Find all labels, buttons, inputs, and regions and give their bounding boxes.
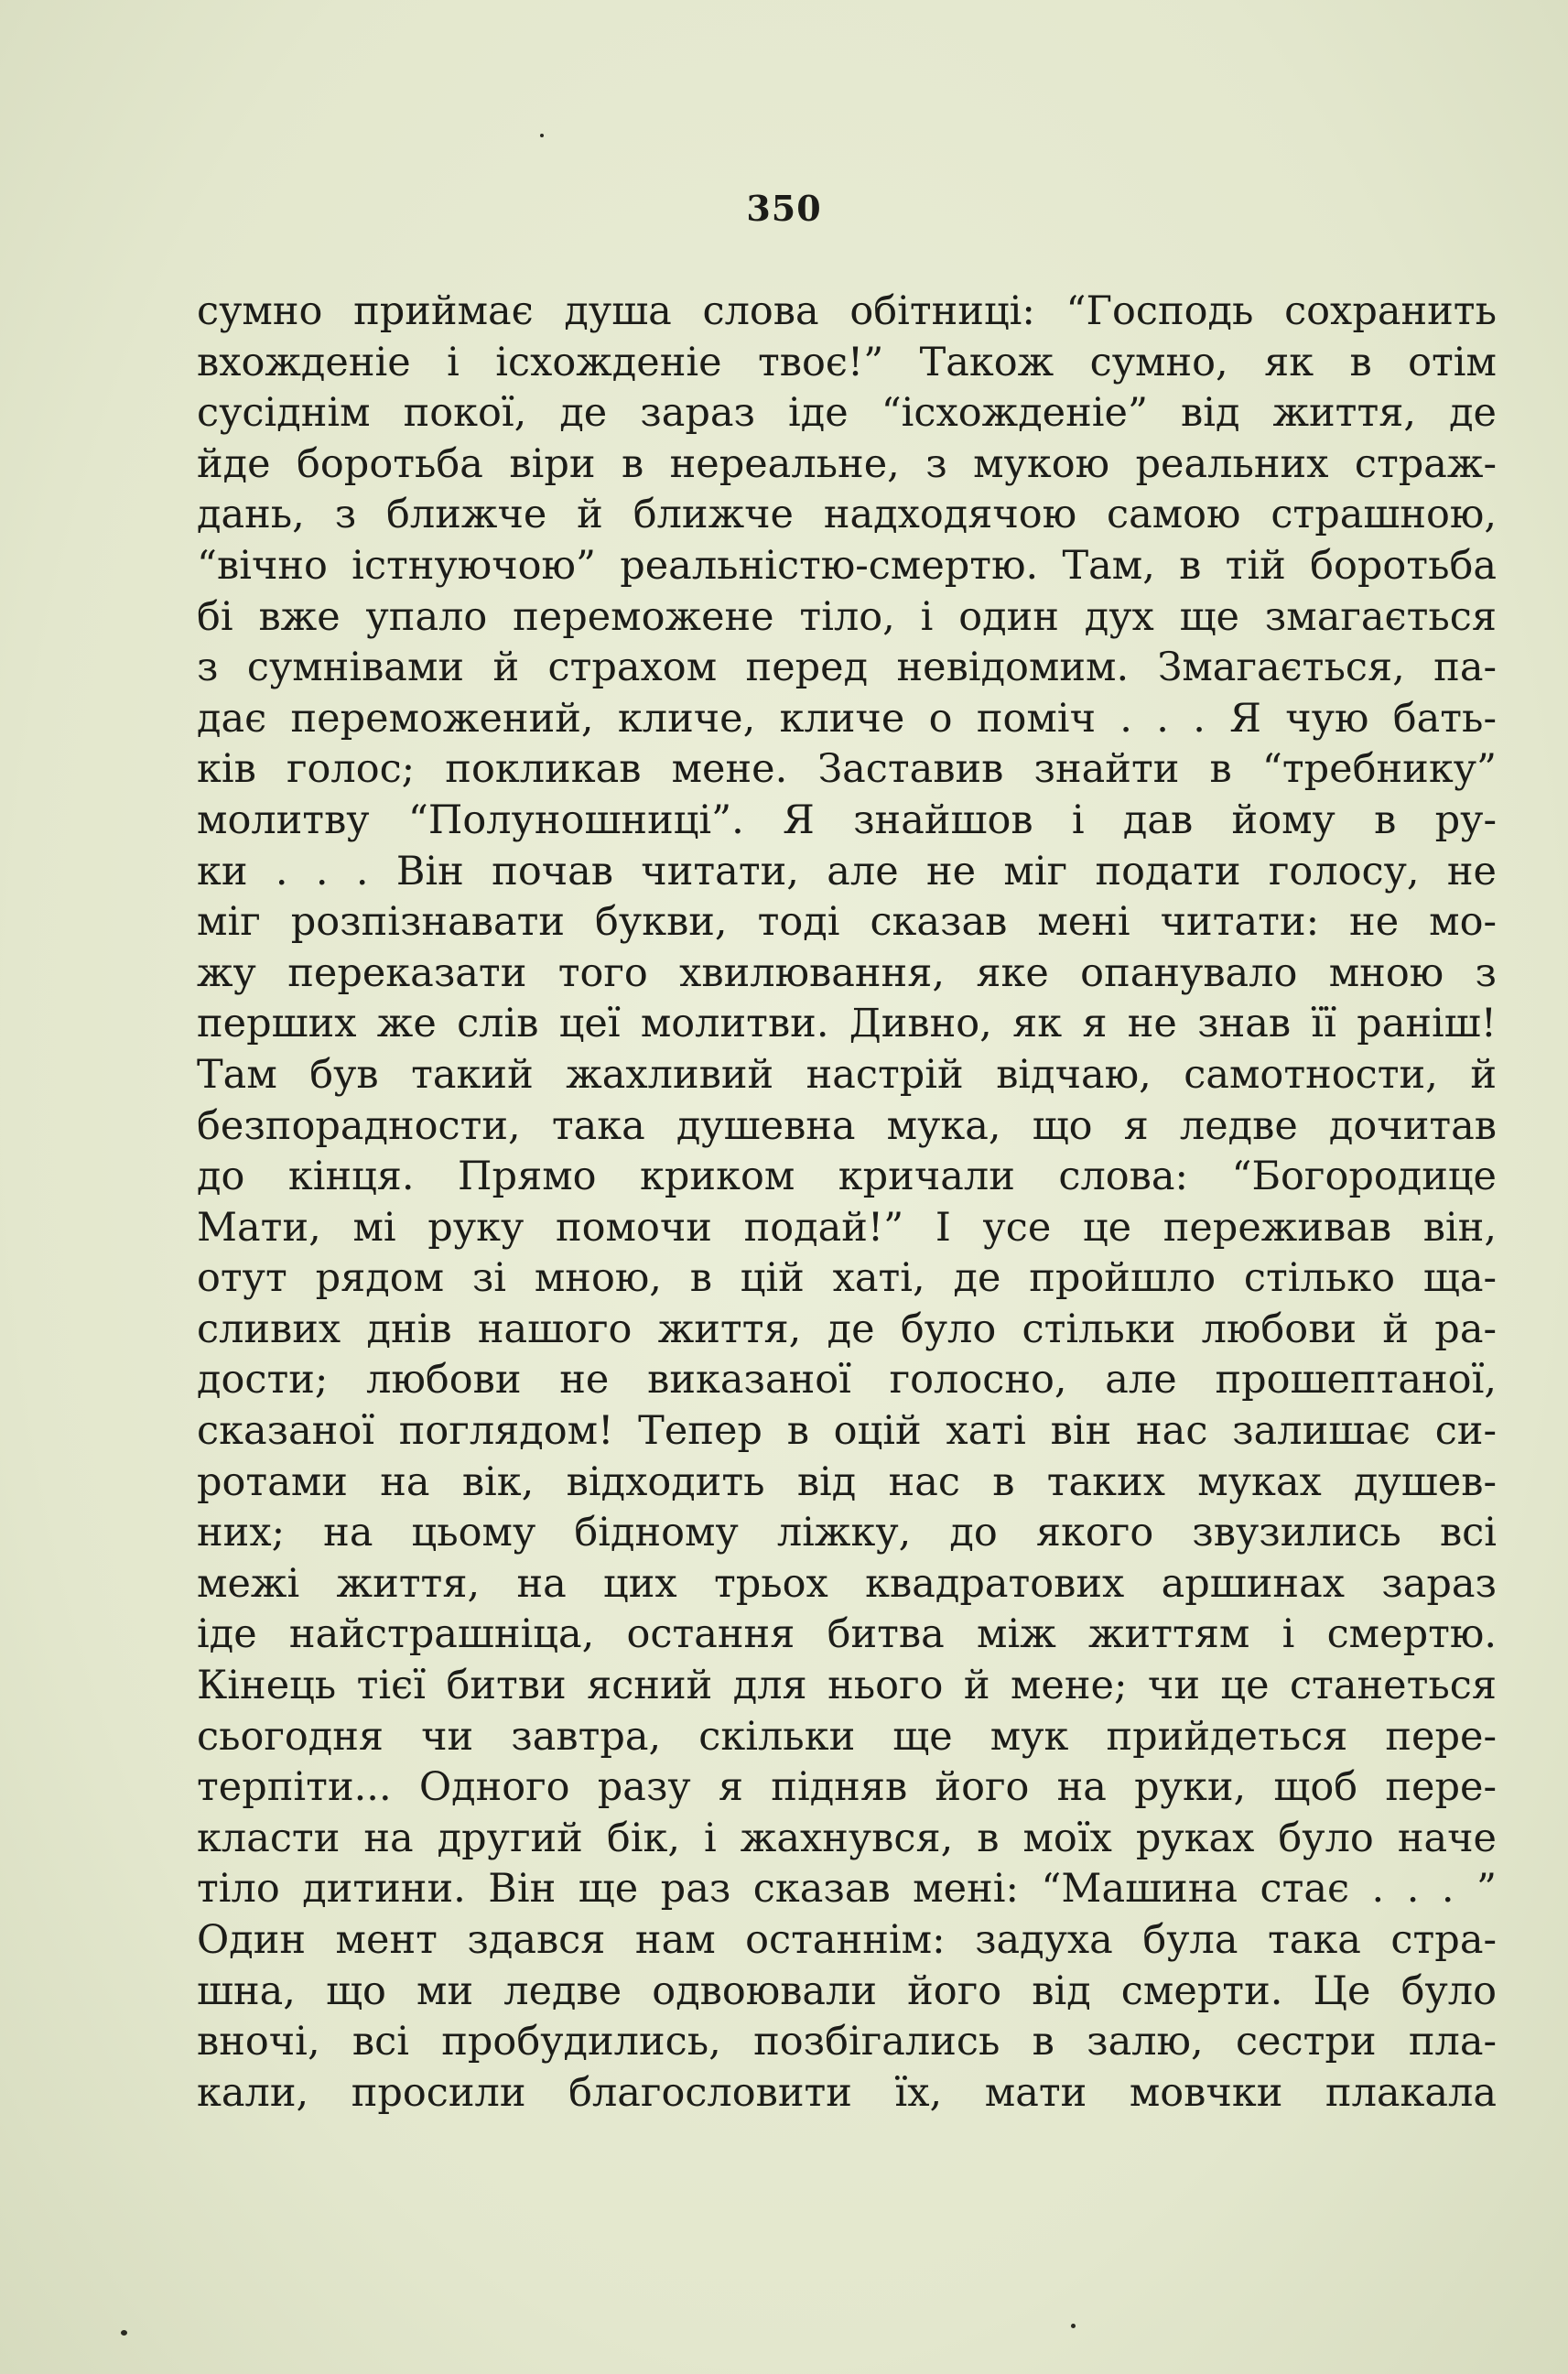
paper-speck xyxy=(1071,2324,1076,2328)
text-line: них; на цьому бідному ліжку, до якого звузились всі xyxy=(197,1510,1497,1556)
text-line: сумно приймає душа слова обітниці: “Господь сохранить xyxy=(197,288,1497,334)
text-line: отут рядом зі мною, в цій хаті, де пройшло стілько ща- xyxy=(197,1255,1497,1302)
text-line: Мати, мі руку помочи подай!” І усе це переживав він, xyxy=(197,1204,1497,1251)
text-line: межі життя, на цих трьох квадратових аршинах зараз xyxy=(197,1560,1497,1607)
text-line: дає переможений, кличе, кличе о поміч . . . Я чую бать- xyxy=(197,695,1497,742)
text-line: класти на другий бік, і жахнувся, в моїх руках було наче xyxy=(197,1815,1497,1861)
text-line: до кінця. Прямо криком кричали слова: “Богородице xyxy=(197,1154,1497,1200)
page-number: 350 xyxy=(746,188,822,229)
text-line: “вічно істнуючою” реальністю-смертю. Там, в тій боротьба xyxy=(197,542,1497,589)
text-line: молитву “Полуношниці”. Я знайшов і дав йому в ру- xyxy=(197,797,1497,843)
text-line: вхожденіе і ісхожденіе твоє!” Також сумно, як в отім xyxy=(197,339,1497,385)
text-line: дости; любови не виказаної голосно, але прошептаної, xyxy=(197,1357,1497,1404)
text-line: жу переказати того хвилювання, яке опанувало мною з xyxy=(197,949,1497,996)
text-line: шна, що ми ледве одвоювали його від смерти. Це було xyxy=(197,1967,1497,2014)
text-line: ротами на вік, відходить від нас в таких муках душев- xyxy=(197,1458,1497,1505)
text-line: сусіднім покої, де зараз іде “ісхожденіе” від життя, де xyxy=(197,390,1497,437)
text-line: іде найстрашніца, остання битва між життям і смертю. xyxy=(197,1611,1497,1658)
text-line: йде боротьба віри в нереальне, з мукою реальних страж- xyxy=(197,440,1497,487)
text-line: бі вже упало переможене тіло, і один дух ще змагається xyxy=(197,593,1497,640)
text-line: дань, з ближче й ближче надходячою самою страшною, xyxy=(197,492,1497,538)
text-line: перших же слів цеї молитви. Дивно, як я не знав її раніш! xyxy=(197,1001,1497,1047)
body-text xyxy=(197,287,1497,2119)
text-line: з сумнівами й страхом перед невідомим. Змагається, па- xyxy=(197,645,1497,691)
paper-speck xyxy=(540,134,544,137)
text-line: сливих днів нашого життя, де було стільки любови й ра- xyxy=(197,1306,1497,1352)
text-line: тіло дитини. Він ще раз сказав мені: “Машина стає . . . ” xyxy=(197,1866,1497,1913)
paper-speck xyxy=(121,2330,127,2336)
text-line: сьогодня чи завтра, скільки ще мук прийдеться пере- xyxy=(197,1713,1497,1760)
text-line: Один мент здався нам останнім: задуха була така стра- xyxy=(197,1917,1497,1963)
text-line: безпорадности, така душевна мука, що я ледве дочитав xyxy=(197,1102,1497,1149)
text-line: Кінець тієї битви ясний для нього й мене; чи це станеться xyxy=(197,1663,1497,1709)
text-line: Там був такий жахливий настрій відчаю, самотности, й xyxy=(197,1051,1497,1098)
text-line: ків голос; покликав мене. Заставив знайти в “требнику” xyxy=(197,746,1497,793)
text-line: сказаної поглядом! Тепер в оцій хаті він нас залишає си- xyxy=(197,1408,1497,1455)
text-line: вночі, всі пробудились, позбігались в залю, сестри пла- xyxy=(197,2019,1497,2065)
text-line: ки . . . Він почав читати, але не міг подати голосу, не xyxy=(197,848,1497,894)
text-line: кали, просили благословити їх, мати мовчки плакала xyxy=(197,2069,1497,2116)
text-line: міг розпізнавати букви, тоді сказав мені читати: не мо- xyxy=(197,899,1497,946)
text-line: терпіти... Одного разу я підняв його на руки, щоб пере- xyxy=(197,1764,1497,1811)
